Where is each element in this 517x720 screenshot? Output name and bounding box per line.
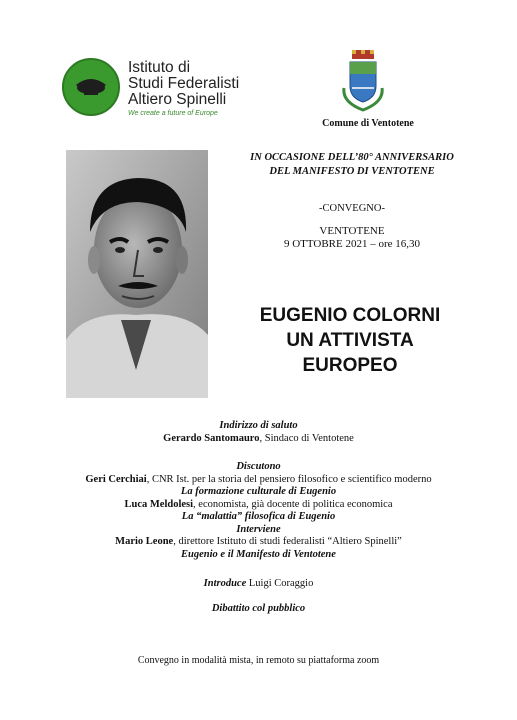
institute-name-line: Altiero Spinelli xyxy=(128,91,227,108)
greeting-name: Gerardo Santomauro xyxy=(163,432,260,444)
institute-logo-icon xyxy=(62,58,120,116)
greeting-line xyxy=(0,433,517,446)
portrait-photo xyxy=(66,150,208,398)
debate-line: Dibattito col pubblico xyxy=(211,603,306,614)
intro-name: Luigi Coraggio xyxy=(246,578,314,589)
comune-block xyxy=(318,48,418,128)
title-line: EUGENIO COLORNI xyxy=(259,305,441,326)
title-line: UN ATTIVISTA xyxy=(286,330,414,351)
title-line: EUROPEO xyxy=(302,355,398,376)
speaker-name: Luca Meldolesi xyxy=(124,498,194,510)
event-location: VENTOTENE xyxy=(319,225,385,237)
institute-tagline: We create a future of Europe xyxy=(128,110,218,117)
crest-icon xyxy=(338,48,388,114)
greeting-heading: Indirizzo di saluto xyxy=(219,420,298,431)
speaker-role: , economista, già docente di politica economica xyxy=(193,498,393,510)
speaker-name: Mario Leone xyxy=(115,536,174,547)
speaker-topic: La “malattia” filosofica di Eugenio xyxy=(181,511,336,522)
institute-name-line: Studi Federalisti xyxy=(128,75,240,92)
intervene-heading: Interviene xyxy=(236,523,281,535)
speaker-line xyxy=(0,474,517,487)
intro-line xyxy=(0,578,517,591)
greeting-role: , Sindaco di Ventotene xyxy=(259,432,354,444)
speaker-role: , CNR Ist. per la storia del pensiero filosofico e scientifico moderno xyxy=(146,473,432,485)
event-type: -CONVEGNO- xyxy=(319,203,385,214)
speaker-topic: La formazione culturale di Eugenio xyxy=(180,486,337,497)
speakers-section xyxy=(0,461,517,561)
event-title xyxy=(222,303,478,378)
speaker-role: , direttore Istituto di studi federalisti “Altiero Spinelli” xyxy=(173,536,402,547)
institute-logo-block xyxy=(62,58,242,120)
discuss-heading: Discutono xyxy=(236,461,281,472)
speaker-line xyxy=(0,536,517,549)
institute-name-line: Istituto di xyxy=(128,59,191,76)
occasion-line: DEL MANIFESTO DI VENTOTENE xyxy=(269,166,435,177)
comune-label: Comune di Ventotene xyxy=(322,118,414,129)
intro-label: Introduce xyxy=(203,578,247,589)
institute-name xyxy=(128,60,239,108)
event-place-date xyxy=(222,225,482,251)
footer-note: Convegno in modalità mista, in remoto su piattaforma zoom xyxy=(137,655,380,666)
speaker-line xyxy=(0,499,517,512)
occasion-heading xyxy=(222,151,482,179)
speaker-topic: Eugenio e il Manifesto di Ventotene xyxy=(181,548,336,560)
occasion-line: IN OCCASIONE DELL’80° ANNIVERSARIO xyxy=(250,152,454,163)
event-datetime: 9 OTTOBRE 2021 – ore 16,30 xyxy=(283,238,421,250)
greeting-section xyxy=(0,420,517,445)
speaker-name: Geri Cerchiai xyxy=(85,473,147,485)
